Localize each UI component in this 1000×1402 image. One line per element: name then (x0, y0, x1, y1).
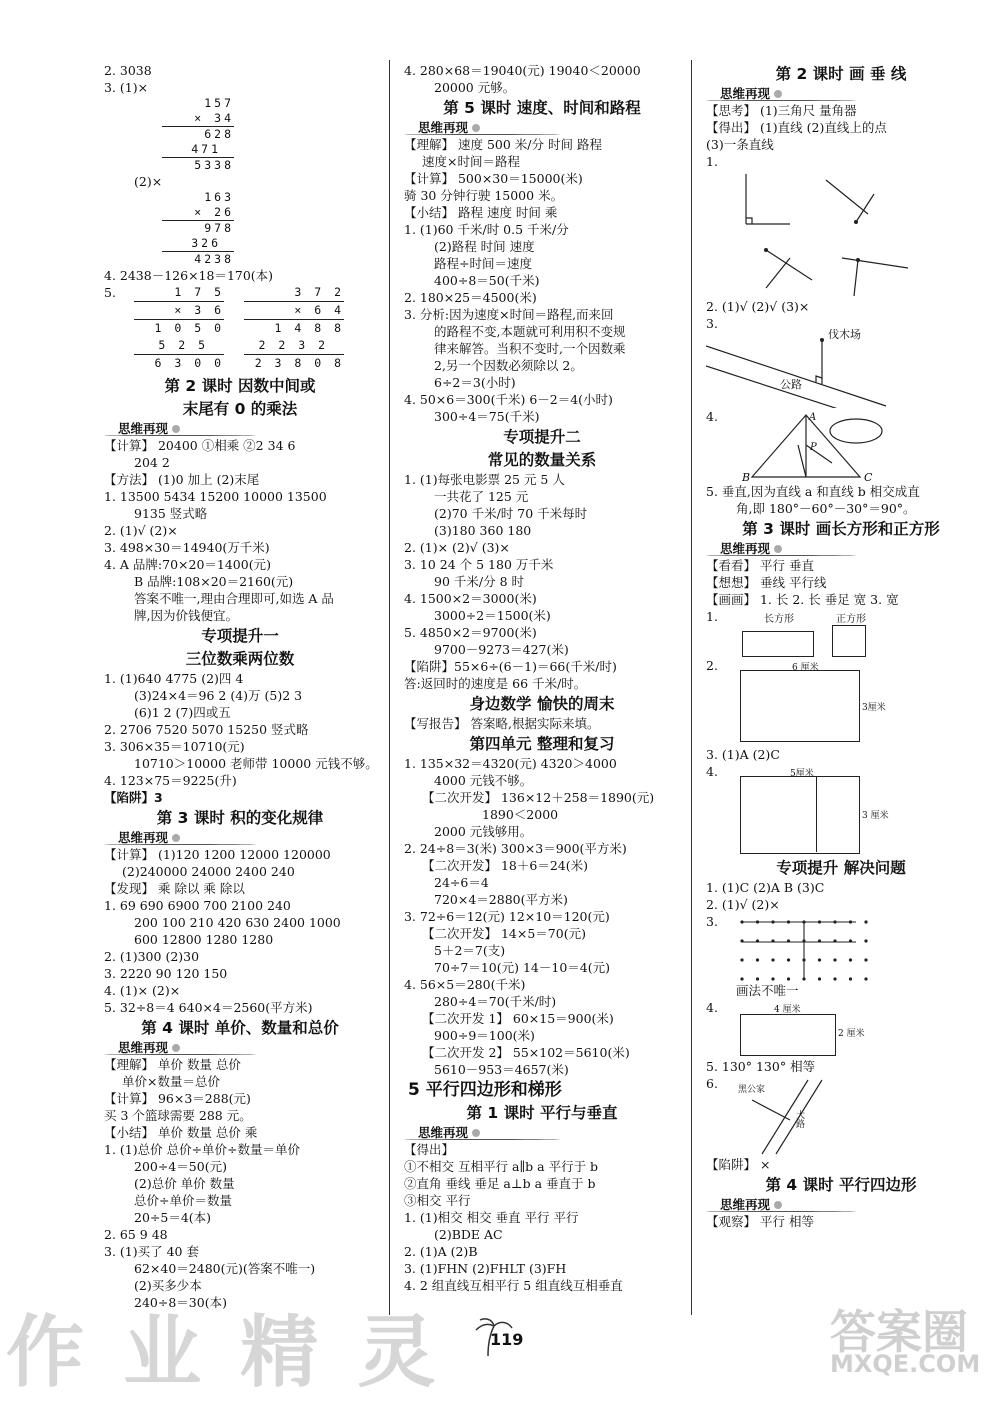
label-5cm: 5厘米 (790, 769, 814, 779)
box-row: 6 3 0 0 (154, 356, 224, 370)
column-divider-2 (691, 60, 692, 1315)
answer-line: 3. 72÷6＝12(元) 12×10＝120(元) (404, 909, 610, 924)
column-1 (104, 62, 376, 1311)
answer-line: 【二次开发】 136×12＋258＝1890(元) (422, 790, 655, 805)
grid-dot (849, 958, 852, 961)
answer-line: 2. 2706 7520 5070 15250 竖式略 (104, 722, 309, 737)
vm-row: 163 (204, 190, 234, 204)
answer-line: 1. 69 690 6900 700 2100 240 (104, 898, 291, 913)
answer-line: 1. 135×32＝4320(元) 4320＞4000 (404, 756, 617, 771)
answer-line: 70÷7＝10(元) 14－10＝4(元) (434, 960, 610, 975)
rectangle-5x3 (740, 776, 860, 854)
section-title: 第 3 课时 积的变化规律 (156, 809, 324, 827)
answer-line: 【小结】 路程 速度 时间 乘 (404, 205, 558, 220)
answer-line: 2,另一个因数必须除以 2。 (434, 358, 583, 373)
answer-line: 5. 130° 130° 相等 (706, 1059, 816, 1074)
answer-line: 2. (1)× (2)√ (3)× (404, 540, 510, 555)
section-title: 身边数学 愉快的周末 (469, 695, 615, 713)
answer-line: 【得出】 (1)直线 (2)直线上的点 (706, 120, 887, 135)
box-row: × 3 6 (134, 302, 224, 320)
palm-tree-icon (474, 1318, 514, 1358)
answer-line: 200 100 210 420 630 2400 1000 (134, 915, 341, 930)
answer-line: 【二次开发 2】 55×102＝5610(米) (422, 1045, 630, 1060)
grid-dot (771, 958, 774, 961)
answer-line: (3)24×4＝96 2 (4)万 (5)2 3 (134, 688, 303, 703)
answer-line: 2. 24÷8＝3(米) 300×3＝900(平方米) (404, 841, 627, 856)
answer-line: 3. 498×30＝14940(万千米) (104, 540, 270, 555)
thinking-review-banner (706, 540, 976, 557)
section-title: 第 1 课时 平行与垂直 (466, 1104, 618, 1122)
grid-dot (756, 977, 759, 980)
section-title: 常见的数量关系 (487, 451, 597, 469)
section-title: 第 2 课时 因数中间或 (164, 377, 316, 395)
answer-line: 240÷8＝30(本) (134, 1295, 227, 1310)
rectangle-4x2 (740, 1014, 836, 1056)
vm-row: × 26 (162, 205, 234, 221)
answer-line: (2)× (134, 174, 163, 189)
answer-line: 3. (1)FHN (2)FHLT (3)FH (404, 1261, 567, 1276)
answer-line: 280÷4＝70(千米/时) (434, 994, 557, 1009)
grid-dot (756, 958, 759, 961)
answer-line: 900÷9＝100(米) (434, 1028, 535, 1043)
rectangle-6x3-figure (706, 660, 976, 746)
grid-dot (833, 977, 836, 980)
grid-dot (864, 958, 867, 961)
answer-line: 1. (1)640 4775 (2)四 4 (104, 671, 244, 686)
answer-line: 2. (1)√ (2)√ (3)× (706, 299, 810, 314)
section-title: 第 3 课时 画长方形和正方形 (742, 520, 940, 538)
answer-line: 2. (1)√ (2)× (104, 523, 178, 538)
watermark-right-top: 答案圈 (830, 1305, 968, 1359)
answer-line: 2. 3038 (104, 63, 152, 78)
box-row: 2 2 3 2 (244, 337, 344, 355)
thinking-review-banner (104, 829, 376, 846)
rectangle-shape (742, 631, 814, 657)
road-figure (706, 328, 976, 408)
rectangle-5x3-figure (706, 766, 976, 856)
dot-grid-figure (706, 916, 976, 982)
label-6cm: 6 厘米 (792, 663, 819, 673)
answer-line: 骑 30 分钟行驶 15000 米。 (404, 188, 564, 203)
answer-line: 6. (706, 1076, 718, 1091)
answer-line: 2. (1)300 (2)30 (104, 949, 200, 964)
label-4cm: 4 厘米 (774, 1005, 801, 1015)
answer-line: 2. (706, 658, 718, 673)
answer-line: 【写报告】 答案略,根据实际来填。 (404, 716, 600, 731)
page-number: 119 (490, 1330, 524, 1349)
label-3cm: 3厘米 (862, 703, 886, 713)
answer-line: 买 3 个篮球需要 288 元。 (104, 1108, 252, 1123)
answer-line: 【思考】 (1)三角尺 量角器 (706, 103, 857, 118)
answer-line: (2)240000 24000 2400 240 (122, 864, 295, 879)
answer-line: 5. (104, 285, 116, 300)
label-road: 公路 (780, 378, 802, 391)
label-point-p: P (810, 442, 817, 453)
answer-line: ③相交 平行 (404, 1193, 471, 1208)
answer-line: 4. 123×75＝9225(升) (104, 773, 237, 788)
answer-line: 律来解答。当积不变时,一个因数乘 (434, 341, 626, 356)
rectangle-divider (816, 776, 817, 852)
answer-line: 1. (1)C (2)A B (3)C (706, 880, 825, 895)
answer-line: 4. (706, 409, 718, 424)
answer-line: 3. (1)× (104, 80, 149, 95)
rectangle-6x3 (740, 670, 860, 742)
answer-line: 【小结】 单价 数量 总价 乘 (104, 1125, 258, 1140)
label-square: 正方形 (836, 614, 866, 625)
thinking-review-banner (404, 119, 680, 136)
road-lines (706, 332, 976, 408)
label-home: 黑公家 (738, 1085, 766, 1095)
answer-line: 2. 180×25＝4500(米) (404, 290, 537, 305)
answer-line: ②直角 垂线 垂足 a⊥b a 垂直于 b (404, 1176, 596, 1191)
answer-line: 4. (706, 1000, 718, 1015)
answer-line: 1. (1)每张电影票 25 元 5 人 (404, 472, 565, 487)
answer-line: 1890＜2000 (482, 807, 559, 822)
answer-line: 2. (1)A (2)B (404, 1244, 478, 1259)
box-mult-right (244, 284, 344, 372)
answer-line: 【计算】 500×30＝15000(米) (404, 171, 583, 186)
grid-dot (833, 958, 836, 961)
answer-line: 【计算】 20400 ①相乘 ②2 34 6 (104, 438, 296, 453)
answer-line: (6)1 2 (7)四或五 (134, 705, 231, 720)
answer-line: 4. 56×5＝280(千米) (404, 977, 526, 992)
decor-icon (774, 1201, 782, 1209)
answer-line: 速度×时间＝路程 (422, 154, 520, 169)
decor-icon (172, 1044, 180, 1052)
section-title: 第 4 课时 平行四边形 (765, 1176, 917, 1194)
thinking-review-banner (706, 85, 976, 102)
decor-icon (472, 124, 480, 132)
answer-line: 单价×数量＝总价 (122, 1074, 220, 1089)
decor-icon (172, 425, 180, 433)
box-row: 1 0 5 0 (154, 321, 224, 335)
answer-line: 720×4＝2880(平方米) (434, 892, 568, 907)
answer-line: 3. (1)买了 40 套 (104, 1244, 199, 1259)
perpendicular-figures-1 (706, 170, 976, 298)
answer-line: 【计算】 96×3＝288(元) (104, 1091, 251, 1106)
grid-dot (864, 939, 867, 942)
answer-line: 200÷4＝50(元) (134, 1159, 227, 1174)
answer-line: 20000 元够。 (434, 80, 516, 95)
answer-line: 总价÷单价＝数量 (134, 1193, 232, 1208)
answer-line: 3. (706, 316, 718, 331)
vm-row: 5338 (194, 158, 234, 172)
answer-line: 【理解】 单价 数量 总价 (104, 1057, 241, 1072)
answer-line: 5＋2＝7(支) (434, 943, 506, 958)
banner-text: 思维再现 (720, 541, 771, 556)
answer-line: 5. 4850×2＝9700(米) (404, 625, 537, 640)
answer-line: 1. (1)相交 相交 垂直 平行 平行 (404, 1210, 579, 1225)
banner-text: 思维再现 (418, 1125, 469, 1140)
banner-text: 思维再现 (118, 1040, 169, 1055)
section-title: 专项提升一 (201, 627, 279, 645)
answer-line: (2)买多少本 (134, 1278, 202, 1293)
answer-line: 【看看】 平行 垂直 (706, 558, 814, 573)
vm-row: 157 (204, 96, 234, 110)
answer-line: 【想想】 垂线 平行线 (706, 575, 827, 590)
answer-line: 1. 13500 5434 15200 10000 13500 (104, 489, 327, 504)
home-road-figure (706, 1078, 976, 1156)
grid-dot (849, 977, 852, 980)
box-row: × 6 4 (244, 302, 344, 320)
rect-square-figure (706, 611, 976, 657)
answer-line: 2. 65 9 48 (104, 1227, 168, 1242)
box-row: 1 7 5 (134, 284, 224, 302)
answer-line: 【计算】 (1)120 1200 12000 120000 (104, 847, 331, 862)
watermark-left: 作 业 精 灵 (6, 1308, 442, 1398)
answer-line: 【陷阱】 × (706, 1157, 771, 1172)
decor-icon (172, 834, 180, 842)
vertical-multiplication-1 (162, 96, 234, 173)
decor-icon (774, 90, 782, 98)
answer-line: 90 千米/分 8 时 (434, 574, 524, 589)
answer-line: 4. A 品牌:70×20＝1400(元) (104, 557, 271, 572)
answer-line: 3000÷2＝1500(米) (434, 608, 551, 623)
box-mult-left (134, 284, 224, 372)
banner-text: 思维再现 (720, 86, 771, 101)
section-title: 专项提升二 (503, 428, 581, 446)
answer-line: 1. (1)60 千米/时 0.5 千米/分 (404, 222, 569, 237)
answer-line: 答:返回时的速度是 66 千米/时。 (404, 676, 587, 691)
answer-line: 3. 2220 90 120 150 (104, 966, 228, 981)
answer-line: 5. 32÷8＝4 640×4＝2560(平方米) (104, 1000, 313, 1015)
grid-dot (787, 977, 790, 980)
column-3 (706, 62, 976, 1230)
answer-line: 4. 1500×2＝3000(米) (404, 591, 537, 606)
answer-line: 4. 280×68＝19040(元) 19040＜20000 (404, 63, 641, 78)
answer-line: (2)70 千米/时 70 千米每时 (434, 506, 588, 521)
grid-dot (818, 977, 821, 980)
answer-line: 10710＞10000 老师带 10000 元钱不够。 (134, 756, 378, 771)
section-title: 第四单元 整理和复习 (469, 735, 615, 753)
answer-line: 5. 垂直,因为直线 a 和直线 b 相交成直 (706, 484, 920, 499)
answer-line: 3. 306×35＝10710(元) (104, 739, 245, 754)
vm-row: 471 (162, 142, 234, 158)
answer-line: 4. 2 组直线互相平行 5 组直线互相垂直 (404, 1278, 623, 1293)
box-row: 5 2 5 (134, 337, 224, 355)
decor-icon (472, 1129, 480, 1137)
section-title: 第 2 课时 画 垂 线 (775, 65, 907, 83)
section-title: 第 4 课时 单价、数量和总价 (141, 1019, 339, 1037)
thinking-review-banner (104, 420, 376, 437)
grid-dot (864, 920, 867, 923)
answer-line: 角,即 180°－60°－30°＝90°。 (736, 501, 916, 516)
banner-text: 思维再现 (720, 1197, 771, 1212)
answer-line: 【二次开发 1】 60×15＝900(米) (422, 1011, 614, 1026)
banner-text: 思维再现 (118, 421, 169, 436)
answer-line: (2)总价 单价 数量 (134, 1176, 235, 1191)
section-title: 三位数乘两位数 (185, 650, 295, 668)
label-vertex-b: B (742, 471, 751, 484)
answer-line: 答案不唯一,理由合理即可,如选 A 品 (134, 591, 334, 606)
answer-line: 4. (1)× (2)× (104, 983, 181, 998)
label-rectangle: 长方形 (764, 614, 794, 625)
column-divider-1 (389, 60, 390, 1315)
answer-line: 【观察】 平行 相等 (706, 1214, 814, 1229)
section-title: 专项提升 解决问题 (776, 859, 906, 877)
label-wood-yard: 伐木场 (828, 328, 861, 341)
answer-line: 204 2 (134, 455, 170, 470)
answer-line: 1. (1)总价 总价÷单价÷数量＝单价 (104, 1142, 301, 1157)
answer-line: 24÷6＝4 (434, 875, 489, 890)
column-2 (404, 62, 680, 1294)
answer-line: 3. (1)A (2)C (706, 747, 780, 762)
label-vertex-c: C (864, 471, 873, 484)
vertical-multiplication-2 (162, 190, 234, 267)
unit-title: 5 平行四边形和梯形 (408, 1080, 562, 1100)
answer-line: 4. (706, 764, 718, 779)
answer-line: 牌,因为价钱便宜。 (134, 608, 238, 623)
vm-row: × 34 (162, 111, 234, 127)
watermark-right-bottom: MXQE.COM (830, 1350, 981, 1378)
answer-line: (3)180 360 180 (434, 523, 532, 538)
label-2cm: 2 厘米 (838, 1029, 865, 1039)
vm-row: 326 (162, 236, 234, 252)
answer-line: 9700－9273＝427(米) (434, 642, 569, 657)
answer-line: 600 12800 1280 1280 (134, 932, 274, 947)
answer-line: 20÷5＝4(本) (134, 1210, 212, 1225)
thinking-review-banner (404, 1124, 680, 1141)
square-shape (832, 625, 866, 657)
rectangle-4x2-figure (706, 1002, 976, 1058)
decor-icon (774, 545, 782, 553)
answer-line: 【陷阱】55×6÷(6－1)＝66(千米/时) (404, 659, 617, 674)
answer-line: 400÷8＝50(千米) (434, 273, 540, 288)
grid-dot (771, 977, 774, 980)
answer-line: 4. 50×6＝300(千米) 6－2＝4(小时) (404, 392, 613, 407)
vm-row: 978 (204, 221, 234, 235)
answer-line: 300÷4＝75(千米) (434, 409, 540, 424)
answer-line: 3. 10 24 个 5 180 万千米 (404, 557, 554, 572)
grid-dot (864, 977, 867, 980)
answer-line: 【得出】 (404, 1142, 455, 1157)
answer-line: (3)一条直线 (706, 137, 774, 152)
box-row: 2 3 8 0 8 (254, 356, 344, 370)
answer-line: (2)路程 时间 速度 (434, 239, 535, 254)
triangle-figure (706, 411, 976, 483)
answer-line: 一共花了 125 元 (434, 489, 529, 504)
grid-dot (740, 977, 743, 980)
section-title: 第 5 课时 速度、时间和路程 (443, 99, 641, 117)
label-vertex-a: A (809, 412, 817, 423)
answer-line: 【画画】 1. 长 2. 长 垂足 宽 3. 宽 (706, 592, 899, 607)
answer-line: 【方法】 (1)0 加上 (2)末尾 (104, 472, 260, 487)
answer-line: 4000 元钱不够。 (434, 773, 533, 788)
answer-line: 【陷阱】3 (104, 790, 163, 805)
answer-line: 62×40＝2480(元)(答案不唯一) (134, 1261, 316, 1276)
box-row: 3 7 2 (244, 284, 344, 302)
vm-row: 628 (204, 127, 234, 141)
label-main-road: 大路 (794, 1110, 804, 1128)
answer-line: 2. (1)√ (2)× (706, 897, 780, 912)
answer-line: 3. 分析:因为速度×时间＝路程,而来回 (404, 307, 614, 322)
section-title: 末尾有 0 的乘法 (182, 400, 298, 418)
answer-line: ①不相交 互相平行 a∥b a 平行于 b (404, 1159, 599, 1174)
answer-line: 4. 2438－126×18＝170(本) (104, 268, 274, 283)
banner-text: 思维再现 (418, 120, 469, 135)
grid-dot (740, 958, 743, 961)
answer-line: (2)BDE AC (434, 1227, 503, 1242)
answer-line: 的路程不变,本题就可利用积不变规 (434, 324, 626, 339)
answer-line: 【发现】 乘 除以 乘 除以 (104, 881, 245, 896)
answer-line: 5610－953＝4657(米) (434, 1062, 569, 1077)
answer-line: 3. (706, 914, 718, 929)
thinking-review-banner (706, 1196, 976, 1213)
answer-line: 1. (706, 154, 718, 169)
answer-line: 【二次开发】 18＋6＝24(米) (422, 858, 588, 873)
answer-line: 9135 竖式略 (134, 506, 208, 521)
banner-text: 思维再现 (118, 830, 169, 845)
label-3cm-b: 3 厘米 (862, 811, 889, 821)
answer-line: B 品牌:108×20＝2160(元) (134, 574, 294, 589)
answer-line: 6÷2＝3(小时) (434, 375, 516, 390)
thinking-review-banner (104, 1039, 376, 1056)
answer-line: 2000 元钱够用。 (434, 824, 533, 839)
grid-dot (787, 958, 790, 961)
box-multiplication-figure (104, 284, 376, 374)
answer-line: 【理解】 速度 500 米/分 时间 路程 (404, 137, 602, 152)
answer-line: 画法不唯一 (736, 983, 799, 998)
grid-dot (818, 958, 821, 961)
answer-line: 路程÷时间＝速度 (434, 256, 532, 271)
vm-row: 4238 (194, 252, 234, 266)
answer-line: 【二次开发】 14×5＝70(元) (422, 926, 586, 941)
answer-line: 1. (706, 609, 718, 624)
box-row: 1 4 8 8 (274, 321, 344, 335)
